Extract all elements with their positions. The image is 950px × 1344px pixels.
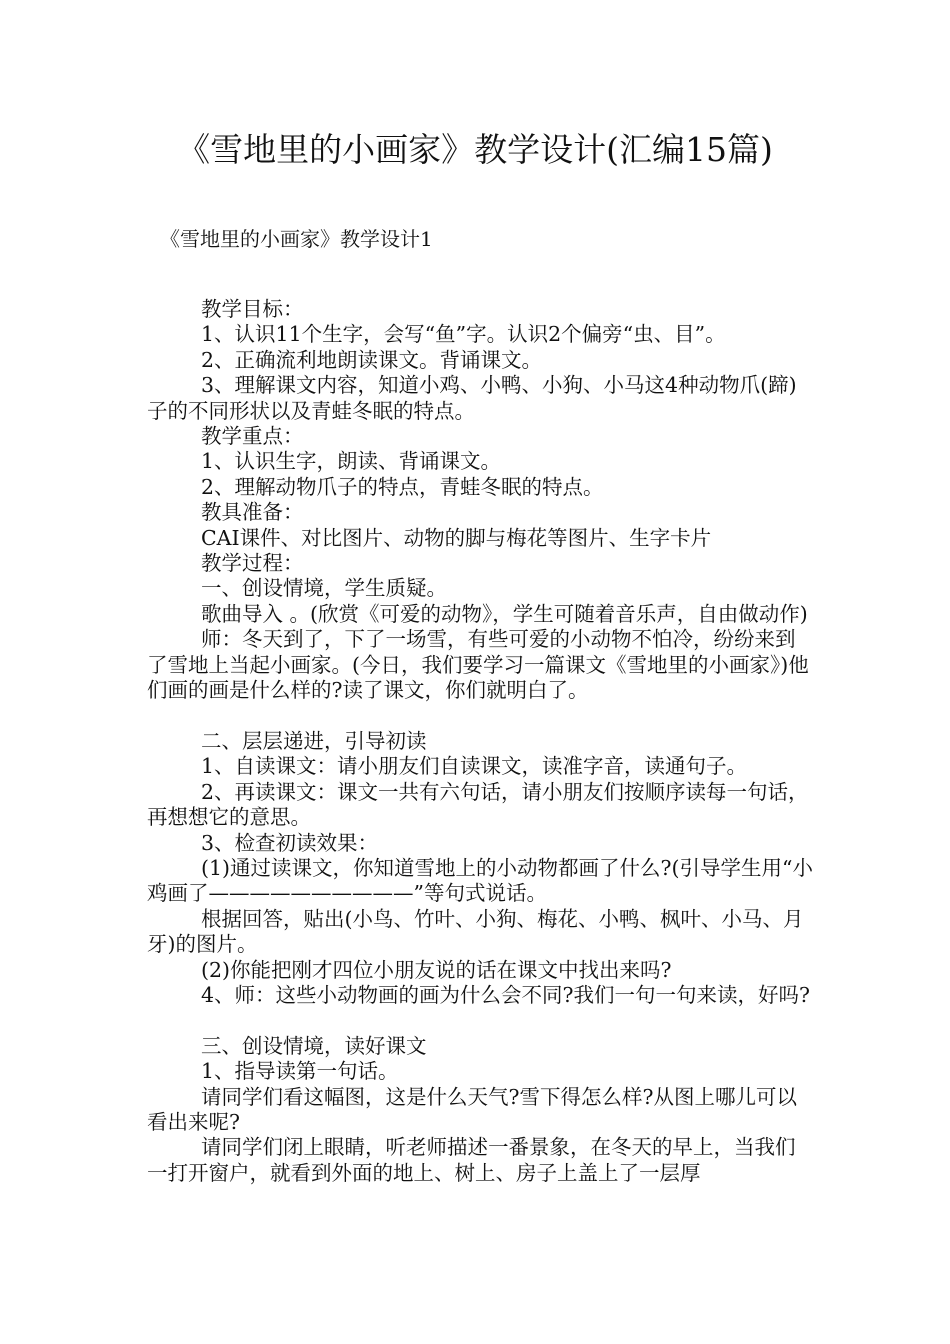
paragraph: 请同学们看这幅图，这是什么天气?雪下得怎么样?从图上哪儿可以看出来呢?	[147, 1084, 797, 1134]
paragraph: CAI课件、对比图片、动物的脚与梅花等图片、生字卡片	[201, 525, 712, 550]
paragraph: 1、自读课文：请小朋友们自读课文，读准字音，读通句子。	[201, 754, 748, 779]
paragraph: (2)你能把刚才四位小朋友说的话在课文中找出来吗?	[201, 957, 672, 982]
paragraph: 3、检查初读效果：	[201, 830, 379, 855]
paragraph: 4、师：这些小动物画的画为什么会不同?我们一句一句来读，好吗?	[201, 982, 811, 1007]
paragraph: 1、认识11个生字，会写“鱼”字。认识2个偏旁“虫、目”。	[201, 322, 726, 347]
paragraph: 一、创设情境，学生质疑。	[201, 576, 447, 601]
paragraph: 教学过程：	[201, 551, 304, 576]
paragraph: 3、理解课文内容，知道小鸡、小鸭、小狗、小马这4种动物爪(蹄)子的不同形状以及青蛙冬眠的特点。	[147, 373, 797, 423]
paragraph: 2、理解动物爪子的特点，青蛙冬眠的特点。	[201, 474, 604, 499]
blank-line	[147, 1008, 813, 1033]
paragraph: 教学目标：	[201, 297, 304, 321]
paragraph: 三、创设情境，读好课文	[201, 1033, 427, 1058]
blank-line	[147, 704, 813, 729]
document-body	[147, 297, 813, 1186]
paragraph: 歌曲导入 。(欣赏《可爱的动物》，学生可随着音乐声，自由做动作)	[201, 601, 808, 626]
paragraph: 教具准备：	[201, 500, 304, 525]
paragraph: 请同学们闭上眼睛，听老师描述一番景象，在冬天的早上，当我们一打开窗户，就看到外面的地上、树上、房子上盖上了一层厚	[147, 1135, 796, 1185]
paragraph: 根据回答，贴出(小鸟、竹叶、小狗、梅花、小鸭、枫叶、小马、月牙)的图片。	[147, 906, 804, 957]
section-title: 《雪地里的小画家》教学设计1	[160, 227, 433, 251]
paragraph: (1)通过读课文，你知道雪地上的小动物都画了什么?(引导学生用“小鸡画了——————————”等句式说话。	[147, 855, 814, 906]
paragraph: 2、正确流利地朗读课文。背诵课文。	[201, 347, 543, 372]
paragraph: 2、再读课文：课文一共有六句话，请小朋友们按顺序读每一句话，再想想它的意思。	[147, 779, 809, 830]
paragraph: 教学重点：	[201, 424, 304, 449]
paragraph: 师：冬天到了，下了一场雪，有些可爱的小动物不怕冷，纷纷来到了雪地上当起小画家。(今日，我们要学习一篇课文《雪地里的小画家》)他们画的画是什么样的?读了课文，你们就明白了。	[147, 627, 809, 703]
paragraph: 二、层层递进，引导初读	[201, 728, 427, 753]
paragraph: 1、认识生字，朗读、背诵课文。	[201, 449, 502, 474]
paragraph: 1、指导读第一句话。	[201, 1059, 399, 1084]
document-title: 《雪地里的小画家》教学设计(汇编15篇)	[177, 130, 773, 169]
